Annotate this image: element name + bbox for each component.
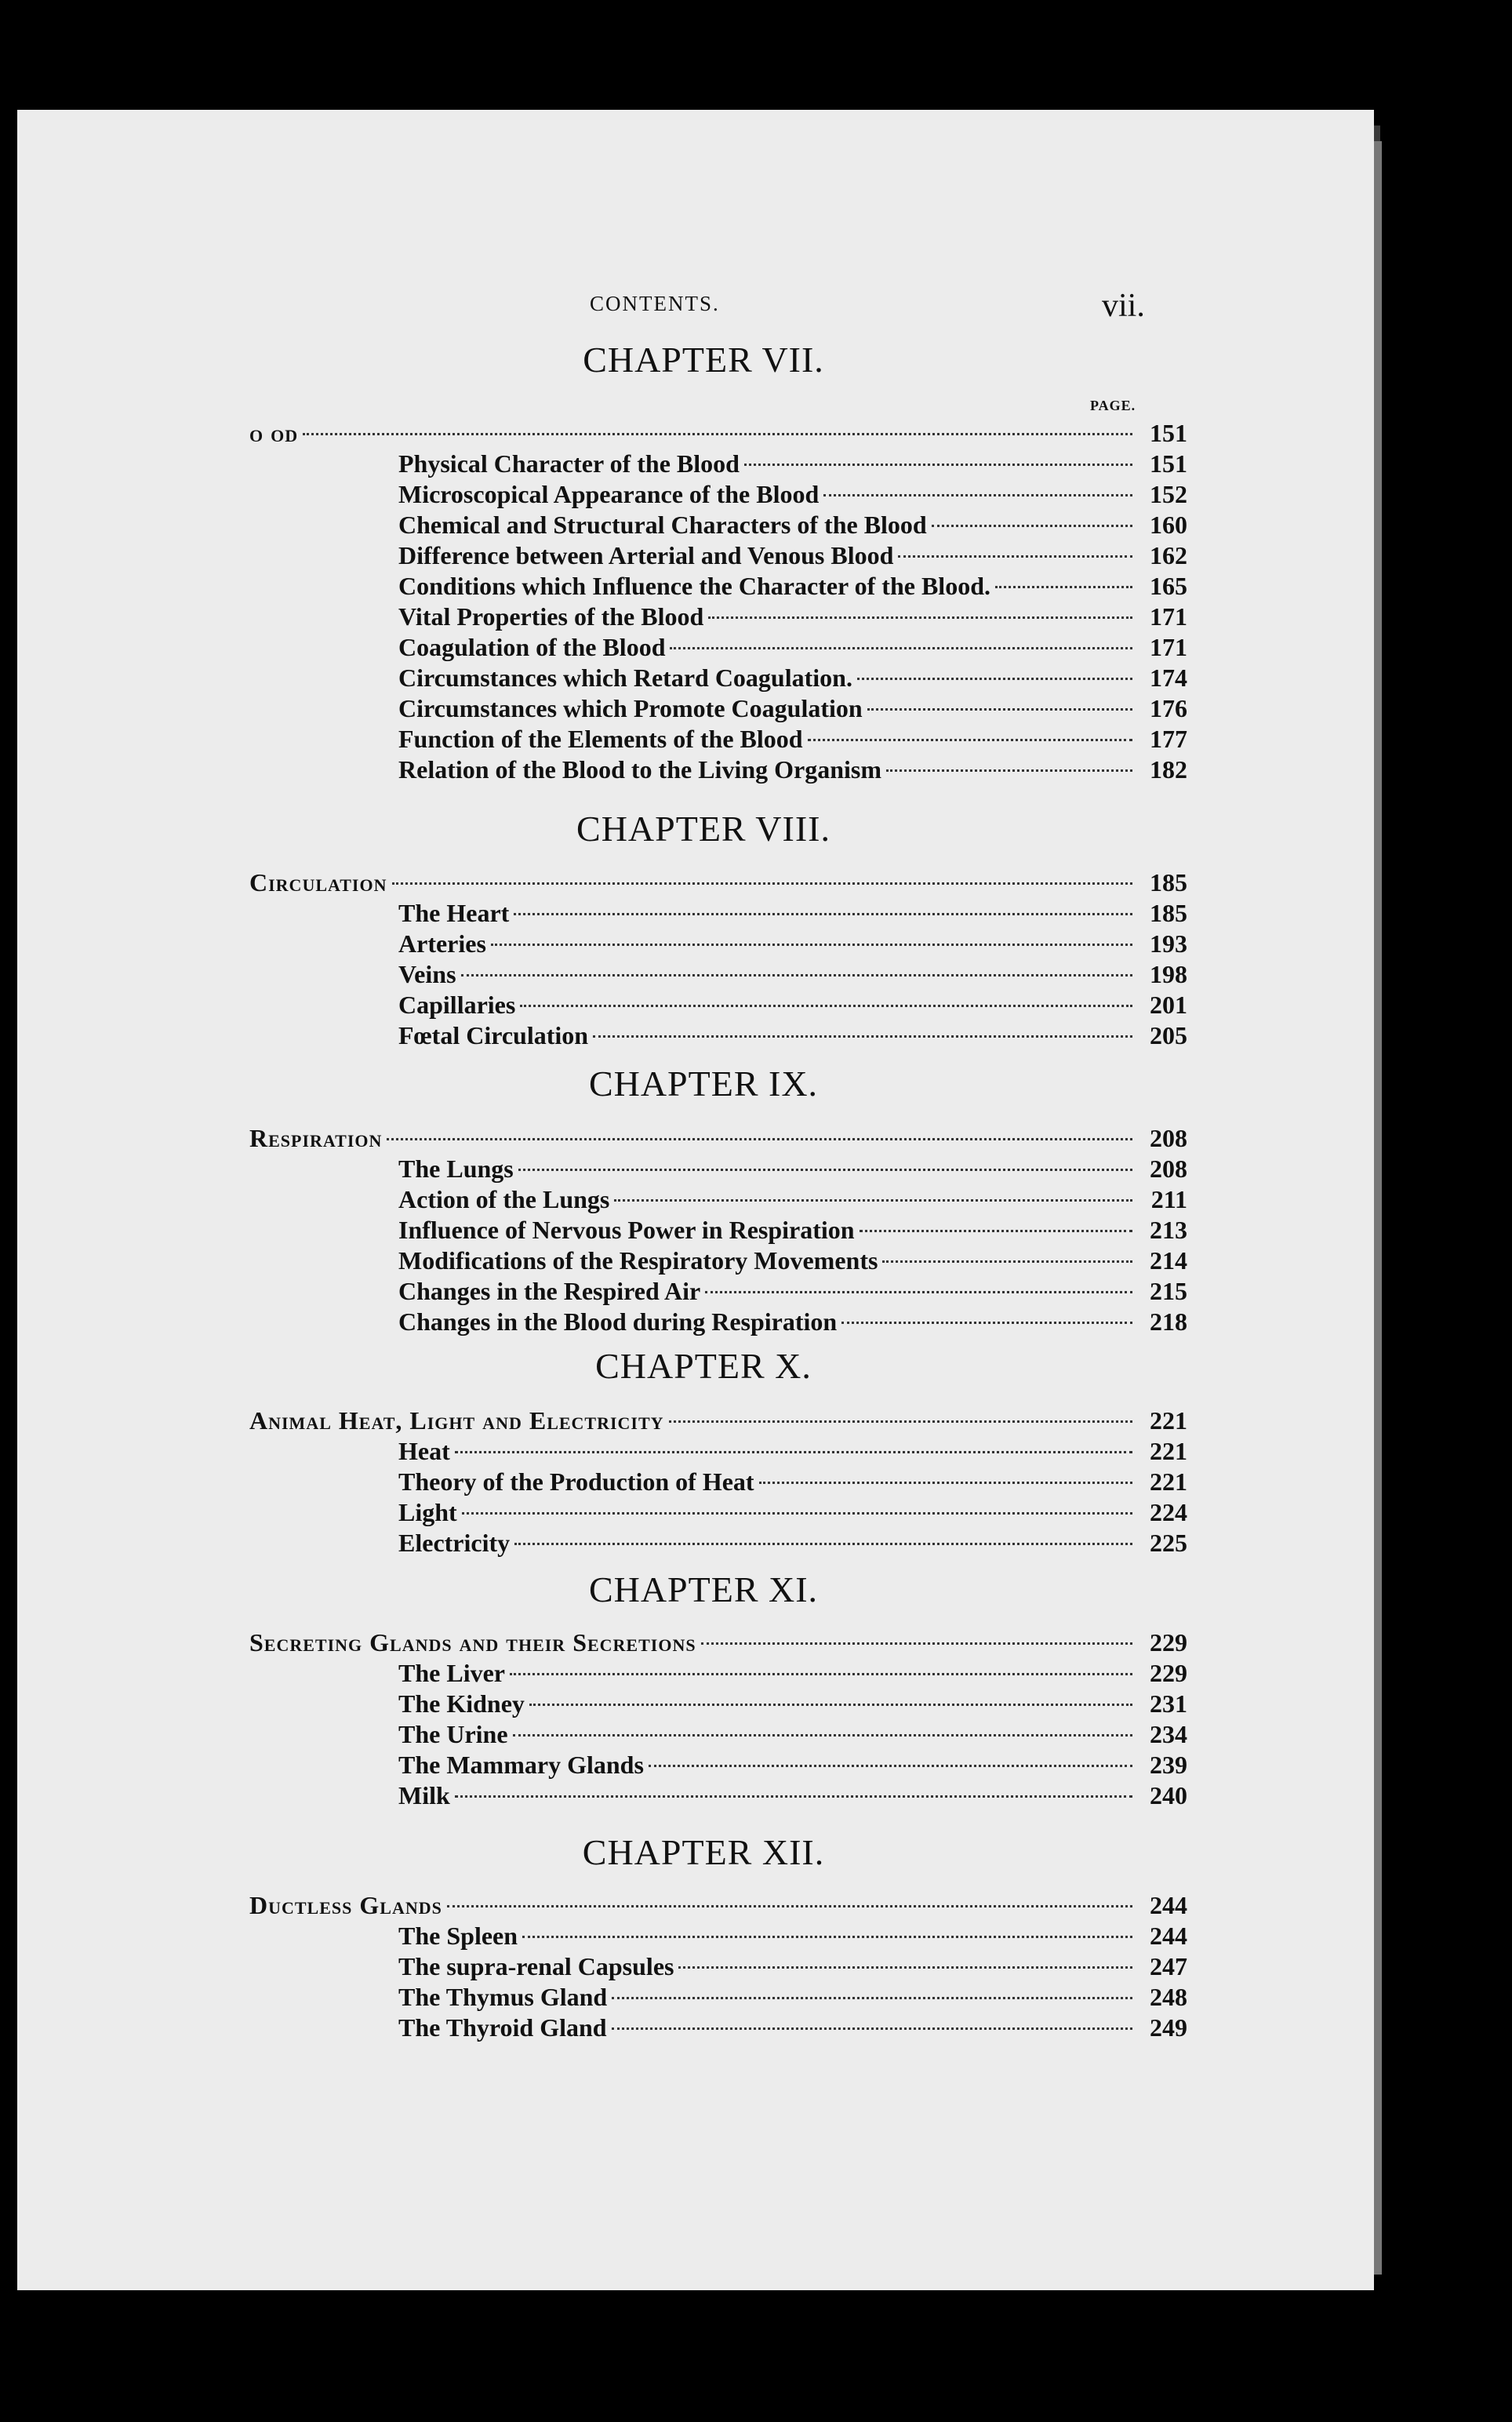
entry-page-number: 218 [1150,1307,1187,1336]
dot-leader [387,1138,1132,1140]
entry-title: Electricity [398,1529,511,1557]
entry-title: The Kidney [398,1689,525,1718]
dot-leader [808,739,1132,741]
entry-page-number: 201 [1150,991,1187,1019]
dot-leader [518,1169,1132,1171]
dot-leader [867,708,1132,711]
toc-entry [398,1658,1187,1689]
toc-entry [398,1780,1187,1811]
entry-title: Relation of the Blood to the Living Organism [398,755,882,784]
dot-leader [593,1035,1132,1038]
dot-leader [823,494,1132,496]
chapter-main-entry [249,1123,1187,1154]
entry-title: Changes in the Respired Air [398,1277,701,1305]
dot-leader [522,1936,1132,1938]
entry-page-number: 205 [1150,1021,1187,1049]
entry-title: Conditions which Influence the Character of the Blood. [398,572,990,600]
entry-title: The supra-renal Capsules [398,1952,674,1980]
entry-page-number: 221 [1150,1467,1187,1496]
dot-leader [520,1005,1132,1007]
entry-page-number: 162 [1150,541,1187,569]
toc-entry [398,540,1187,571]
entry-page-number: 214 [1150,1246,1187,1275]
entry-page-number: 239 [1150,1751,1187,1779]
entry-page-number: 182 [1150,755,1187,784]
entry-title: The Lungs [398,1155,514,1183]
toc-entry [398,1246,1187,1276]
entry-page-number: 225 [1150,1529,1187,1557]
entry-page-number: 221 [1150,1406,1187,1435]
chapter-heading: CHAPTER IX. [588,1064,819,1104]
entry-title: Fœtal Circulation [398,1021,589,1049]
entry-title: Theory of the Production of Heat [398,1467,754,1496]
entry-page-number: 171 [1150,633,1187,661]
dot-leader [744,464,1132,466]
entry-page-number: 231 [1150,1689,1187,1718]
toc-entry [398,602,1187,632]
entry-page-number: 208 [1150,1155,1187,1183]
entry-title: Microscopical Appearance of the Blood [398,480,820,508]
entry-title: The Mammary Glands [398,1751,644,1779]
toc-entry [398,1951,1187,1982]
entry-page-number: 160 [1150,511,1187,539]
dot-leader [670,647,1132,649]
toc-entry [398,1689,1187,1719]
dot-leader [708,616,1132,619]
entry-page-number: 151 [1150,449,1187,478]
entry-page-number: 244 [1150,1891,1187,1919]
entry-page-number: 185 [1150,868,1187,896]
dot-leader [886,769,1132,772]
toc-entry [398,1184,1187,1215]
entry-title: Action of the Lungs [398,1185,610,1213]
entry-page-number: 171 [1150,602,1187,631]
entry-title: Physical Character of the Blood [398,449,740,478]
entry-page-number: 208 [1150,1124,1187,1152]
entry-page-number: 249 [1150,2013,1187,2042]
chapter-main-entry [249,1890,1187,1921]
entry-title: Modifications of the Respiratory Movements [398,1246,878,1275]
chapter-heading: CHAPTER VIII. [576,809,831,849]
entry-page-number: 193 [1150,929,1187,958]
running-title: CONTENTS. [590,292,720,315]
entry-title: Vital Properties of the Blood [398,602,704,631]
entry-title: The Liver [398,1659,505,1687]
toc-entry [398,929,1187,959]
chapter-main-entry [249,867,1187,898]
dot-leader [705,1291,1132,1293]
chapter-heading: CHAPTER X. [595,1346,812,1386]
entry-page-number: 211 [1150,1185,1187,1213]
toc-entry [398,693,1187,724]
entry-title: o od [249,419,299,447]
dot-leader [882,1260,1132,1263]
toc-entry [398,1436,1187,1467]
book-page [17,110,1374,2290]
toc-entry [398,1020,1187,1051]
entry-page-number: 151 [1150,419,1187,447]
dot-leader [995,586,1132,588]
toc-entry [398,479,1187,510]
toc-entry [398,1467,1187,1497]
entry-title: Animal Heat, Light and Electricity [249,1406,664,1435]
dot-leader [932,525,1132,527]
entry-page-number: 174 [1150,664,1187,692]
entry-title: Arteries [398,929,486,958]
entry-page-number: 229 [1150,1659,1187,1687]
toc-entry [398,1921,1187,1951]
entry-title: Light [398,1498,457,1526]
dot-leader [514,913,1132,915]
page-column-label: PAGE. [1090,398,1136,413]
dot-leader [898,555,1132,558]
toc-entry [398,990,1187,1020]
entry-page-number: 247 [1150,1952,1187,1980]
toc-entry [398,571,1187,602]
entry-title: Secreting Glands and their Secretions [249,1628,696,1656]
dot-leader [860,1230,1132,1232]
entry-title: Heat [398,1437,450,1465]
entry-title: The Thymus Gland [398,1983,608,2011]
entry-title: Circumstances which Promote Coagulation [398,694,863,722]
chapter-main-entry [249,1627,1187,1658]
toc-entry [398,1497,1187,1528]
entry-title: Changes in the Blood during Respiration [398,1307,838,1336]
dot-leader [303,433,1132,435]
toc-entry [398,898,1187,929]
entry-page-number: 229 [1150,1628,1187,1656]
chapter-main-entry [249,418,1187,449]
toc-entry [398,724,1187,755]
dot-leader [529,1704,1132,1706]
toc-entry [398,959,1187,990]
entry-page-number: 244 [1150,1922,1187,1950]
dot-leader [513,1734,1132,1736]
entry-page-number: 176 [1150,694,1187,722]
toc-entry [398,2013,1187,2043]
dot-leader [759,1482,1132,1484]
dot-leader [510,1673,1132,1675]
dot-leader [857,678,1132,680]
entry-title: Respiration [249,1124,383,1152]
dot-leader [612,1997,1132,1999]
toc-entry [398,1276,1187,1307]
entry-title: Chemical and Structural Characters of the Blood [398,511,927,539]
dot-leader [514,1543,1132,1545]
dot-leader [649,1765,1132,1767]
toc-entry [398,1750,1187,1780]
entry-page-number: 215 [1150,1277,1187,1305]
entry-title: Circumstances which Retard Coagulation. [398,664,852,692]
entry-title: Ductless Glands [249,1891,442,1919]
entry-title: Influence of Nervous Power in Respiration [398,1216,855,1244]
entry-page-number: 165 [1150,572,1187,600]
dot-leader [491,944,1132,946]
entry-page-number: 177 [1150,725,1187,753]
toc-entry [398,1215,1187,1246]
entry-page-number: 198 [1150,960,1187,988]
toc-entry [398,1719,1187,1750]
entry-title: The Spleen [398,1922,518,1950]
chapter-heading: CHAPTER VII. [583,340,824,380]
entry-page-number: 234 [1150,1720,1187,1748]
dot-leader [701,1642,1132,1645]
entry-title: The Urine [398,1720,508,1748]
toc-entry [398,510,1187,540]
entry-page-number: 152 [1150,480,1187,508]
entry-page-number: 185 [1150,899,1187,927]
toc-entry [398,1528,1187,1558]
page-edge-shadow [1374,141,1382,2275]
entry-title: The Thyroid Gland [398,2013,607,2042]
entry-title: Function of the Elements of the Blood [398,725,803,753]
entry-title: Veins [398,960,456,988]
toc-entry [398,755,1187,785]
running-head [17,288,1374,339]
dot-leader [841,1322,1132,1324]
toc-entry [398,1982,1187,2013]
entry-title: Milk [398,1781,450,1809]
entry-page-number: 224 [1150,1498,1187,1526]
entry-page-number: 248 [1150,1983,1187,2011]
toc-entry [398,1154,1187,1184]
entry-page-number: 240 [1150,1781,1187,1809]
dot-leader [678,1966,1132,1969]
entry-page-number: 213 [1150,1216,1187,1244]
page-number: vii. [1102,288,1145,324]
chapter-main-entry [249,1406,1187,1436]
dot-leader [455,1451,1132,1453]
dot-leader [614,1199,1132,1202]
chapter-heading: CHAPTER XI. [588,1569,819,1609]
entry-title: Capillaries [398,991,516,1019]
dot-leader [447,1905,1132,1907]
chapter-heading: CHAPTER XII. [582,1832,825,1872]
entry-title: The Heart [398,899,510,927]
dot-leader [392,882,1133,885]
toc-entry [398,1307,1187,1337]
entry-page-number: 221 [1150,1437,1187,1465]
dot-leader [462,1512,1132,1515]
dot-leader [461,974,1132,976]
dot-leader [612,2027,1132,2030]
entry-title: Coagulation of the Blood [398,633,666,661]
dot-leader [669,1420,1132,1423]
toc-entry [398,449,1187,479]
entry-title: Difference between Arterial and Venous Blood [398,541,894,569]
toc-entry [398,632,1187,663]
toc-entry [398,663,1187,693]
entry-title: Circulation [249,868,387,896]
dot-leader [455,1795,1132,1798]
